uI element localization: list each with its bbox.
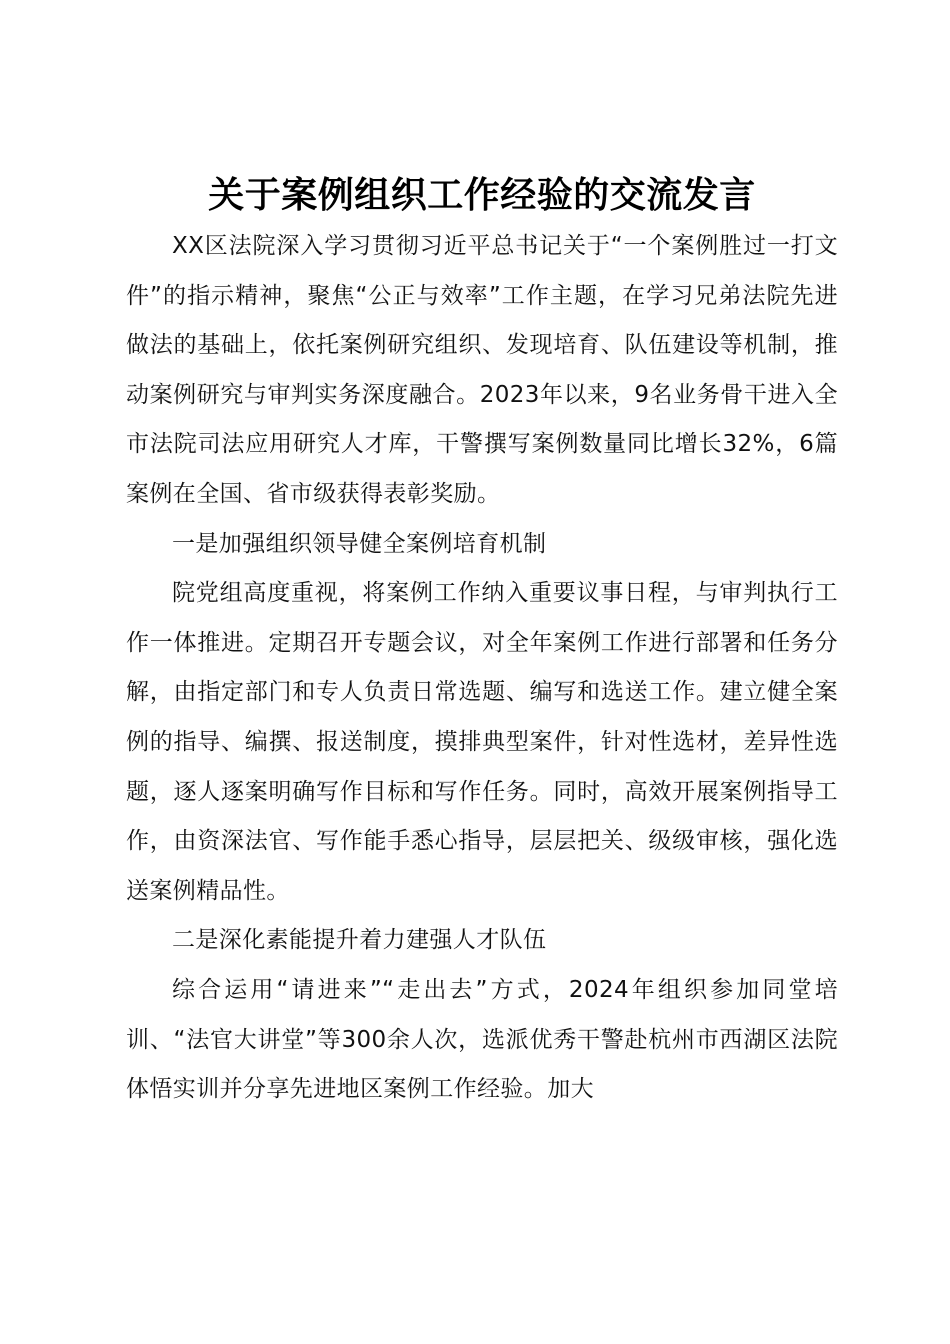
intro-paragraph: XX区法院深入学习贯彻习近平总书记关于“一个案例胜过一打文件”的指示精神，聚焦“公正与效率”工作主题，在学习兄弟法院先进做法的基础上，依托案例研究组织、发现培育、队伍建设等机制，推动案例研究与审判实务深度融合。2023年以来，9名业务骨干进入全市法院司法应用研究人才库，干警撰写案例数量同比增长32%，6篇案例在全国、省市级获得表彰奖励。	[126, 233, 838, 507]
document-title: 关于案例组织工作经验的交流发言	[208, 175, 756, 216]
section-1-heading: 一是加强组织领导健全案例培育机制	[172, 530, 547, 557]
document-page	[126, 170, 838, 1115]
section-2-body: 综合运用“请进来”“走出去”方式，2024年组织参加同堂培训、“法官大讲堂”等300余人次，选派优秀干警赴杭州市西湖区法院体悟实训并分享先进地区案例工作经验。加大	[126, 976, 838, 1103]
section-1-body: 院党组高度重视，将案例工作纳入重要议事日程，与审判执行工作一体推进。定期召开专题会议，对全年案例工作进行部署和任务分解，由指定部门和专人负责日常选题、编写和选送工作。建立健全案例的指导、编撰、报送制度，摸排典型案件，针对性选材，差异性选题，逐人逐案明确写作目标和写作任务。同时，高效开展案例指导工作，由资深法官、写作能手悉心指导，层层把关、级级审核，强化选送案例精品性。	[126, 580, 838, 904]
section-2-heading: 二是深化素能提升着力建强人才队伍	[172, 927, 547, 954]
